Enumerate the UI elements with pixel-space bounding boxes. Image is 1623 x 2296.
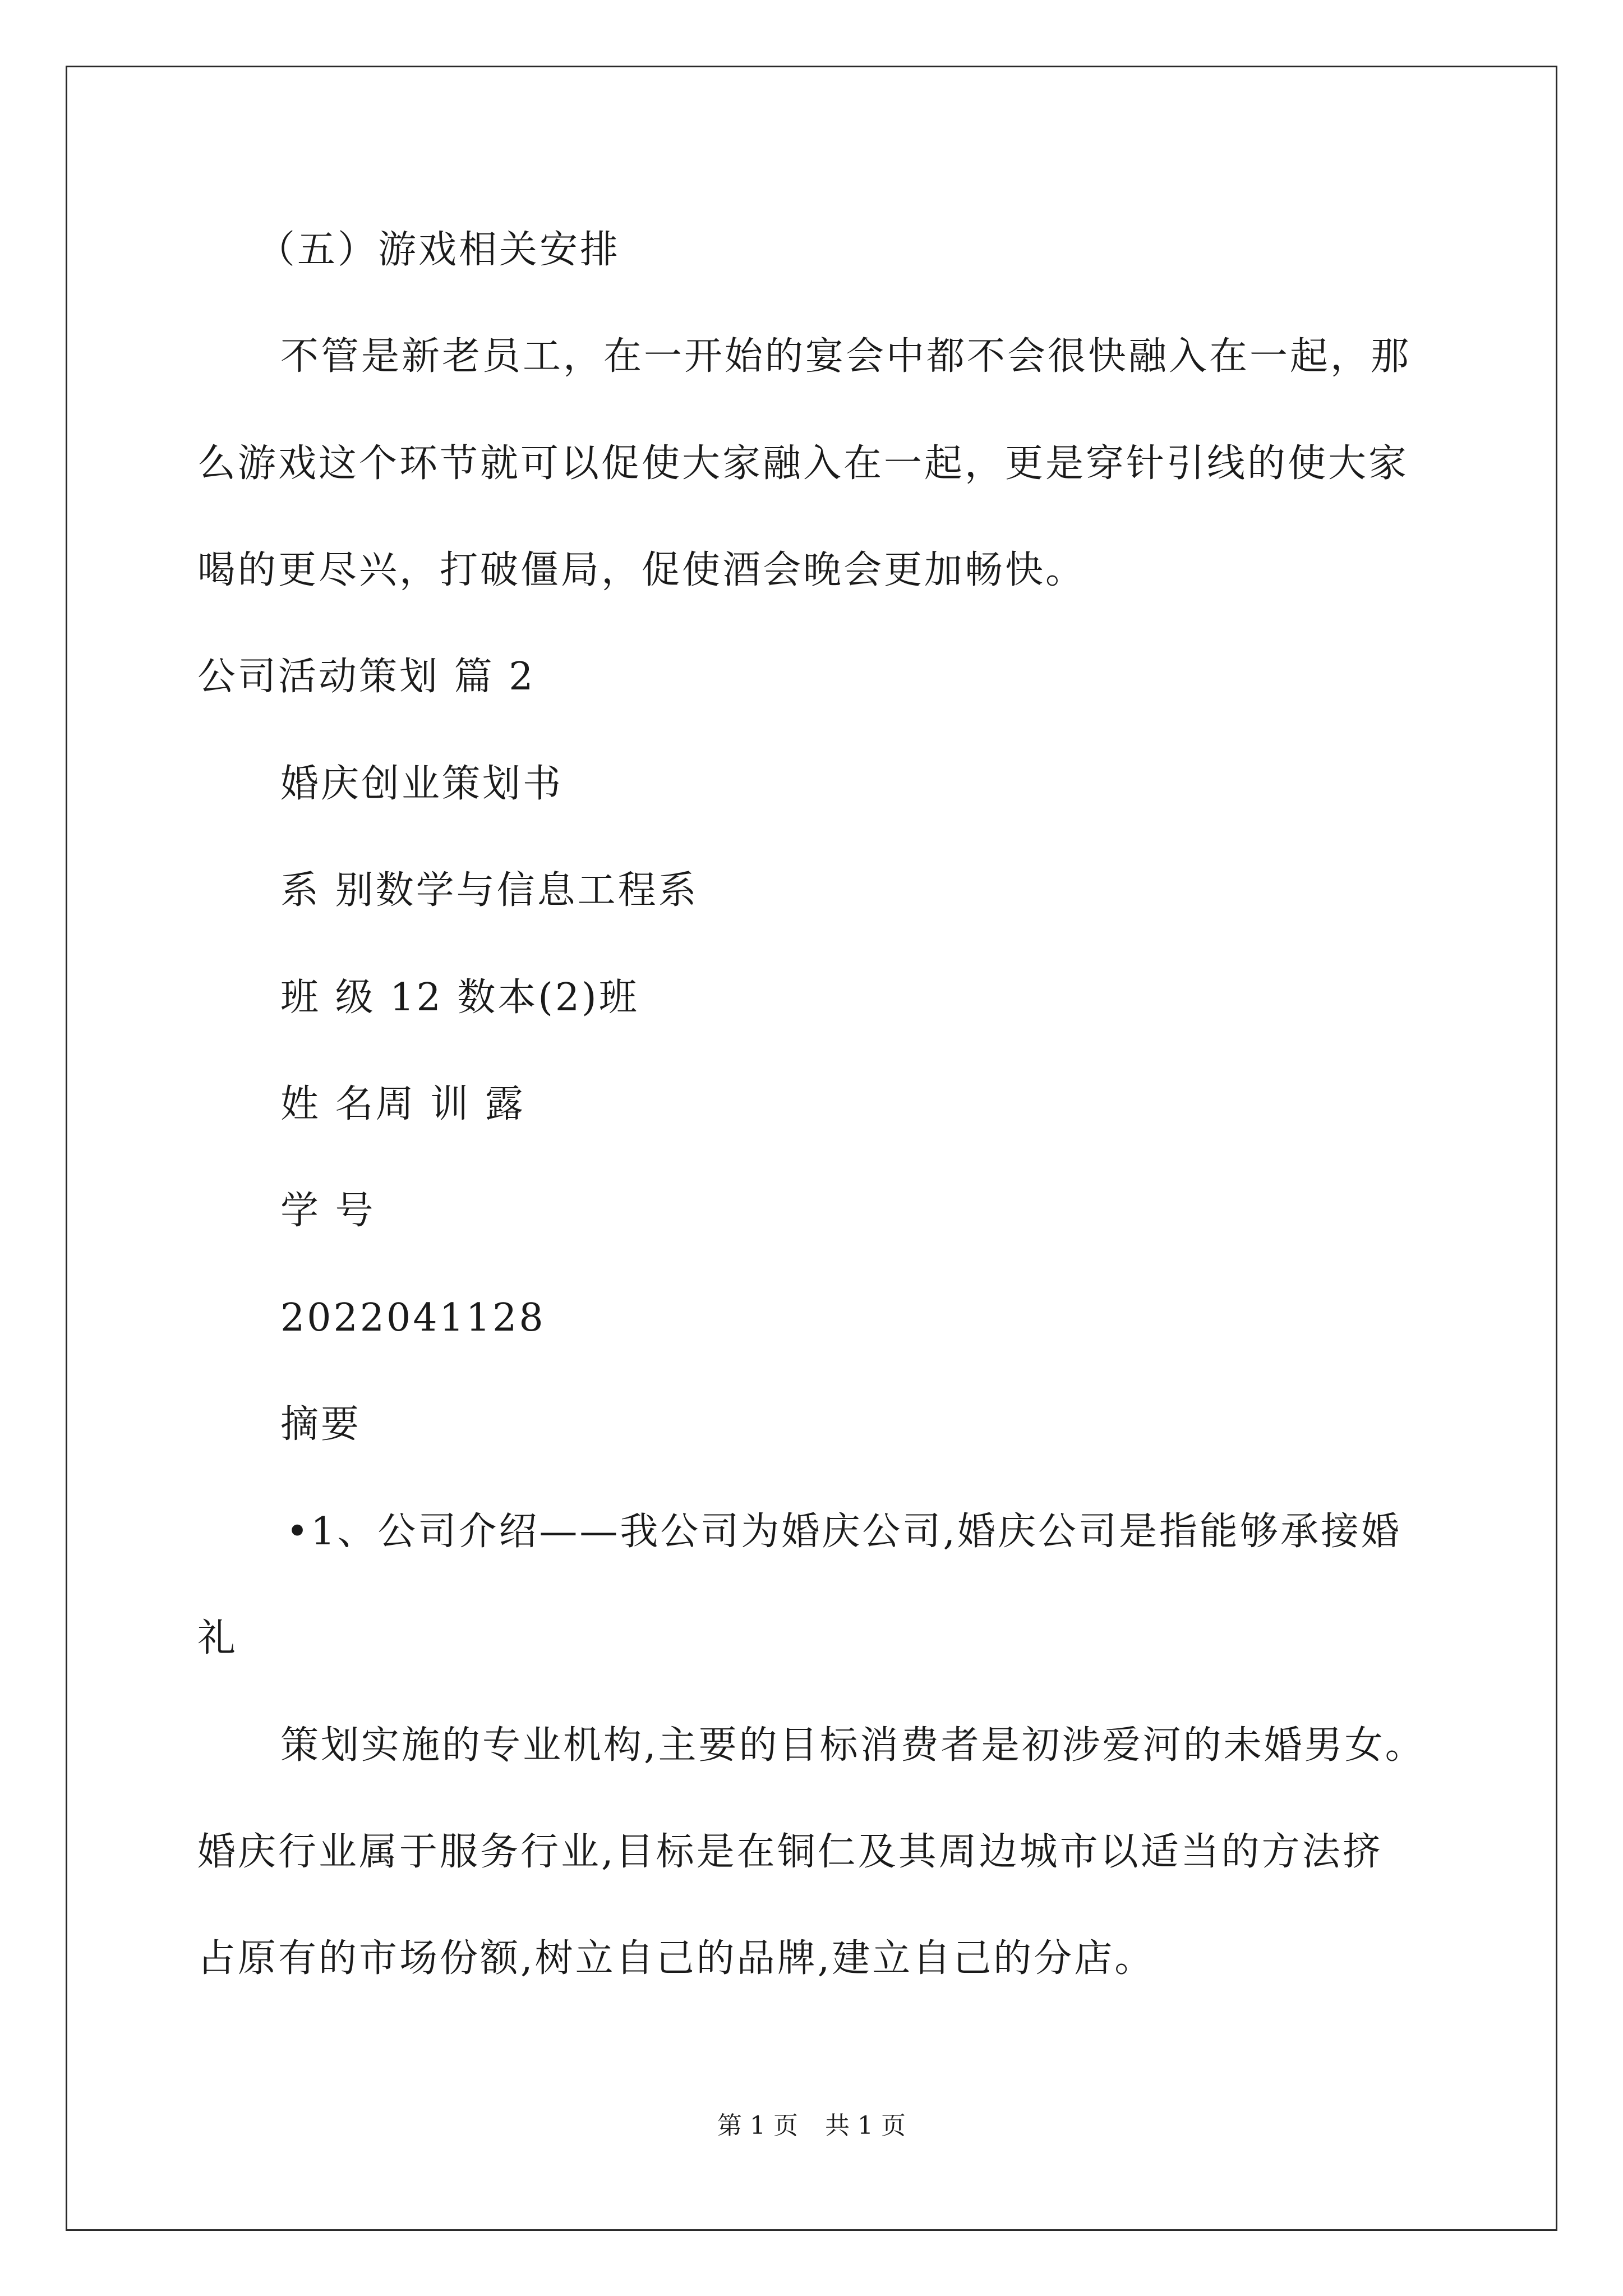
page-footer (0, 2111, 1623, 2140)
page-number: 第 1 页 (717, 2111, 798, 2140)
department-line: 系 别数学与信息工程系 (280, 868, 699, 913)
abstract-heading: 摘要 (280, 1402, 362, 1447)
paragraph-line: 礼 (197, 1616, 238, 1660)
paragraph-line: 策划实施的专业机构,主要的目标消费者是初涉爱河的未婚男女。 (280, 1723, 1426, 1768)
paragraph-line: 么游戏这个环节就可以促使大家融入在一起，更是穿针引线的使大家 (197, 441, 1409, 486)
student-id-label: 学 号 (280, 1189, 376, 1233)
page-total: 共 1 页 (825, 2111, 906, 2140)
paragraph-line: •1、公司介绍——我公司为婚庆公司,婚庆公司是指能够承接婚 (286, 1510, 1401, 1554)
class-line: 班 级 12 数本(2)班 (280, 976, 639, 1020)
name-line: 姓 名周 训 露 (280, 1082, 525, 1126)
article-heading: 公司活动策划 篇 2 (197, 655, 536, 699)
document-title: 婚庆创业策划书 (280, 762, 564, 806)
paragraph-line: 不管是新老员工，在一开始的宴会中都不会很快融入在一起，那 (280, 334, 1412, 379)
section-heading-game-arrangement: （五）游戏相关安排 (257, 228, 621, 272)
student-id-value: 2022041128 (280, 1296, 546, 1340)
paragraph-line: 占原有的市场份额,树立自己的品牌,建立自己的分店。 (197, 1936, 1155, 1981)
paragraph-line: 喝的更尽兴，打破僵局，促使酒会晚会更加畅快。 (197, 548, 1086, 592)
page-border (66, 66, 1557, 2231)
paragraph-line: 婚庆行业属于服务行业,目标是在铜仁及其周边城市以适当的方法挤 (197, 1830, 1383, 1874)
